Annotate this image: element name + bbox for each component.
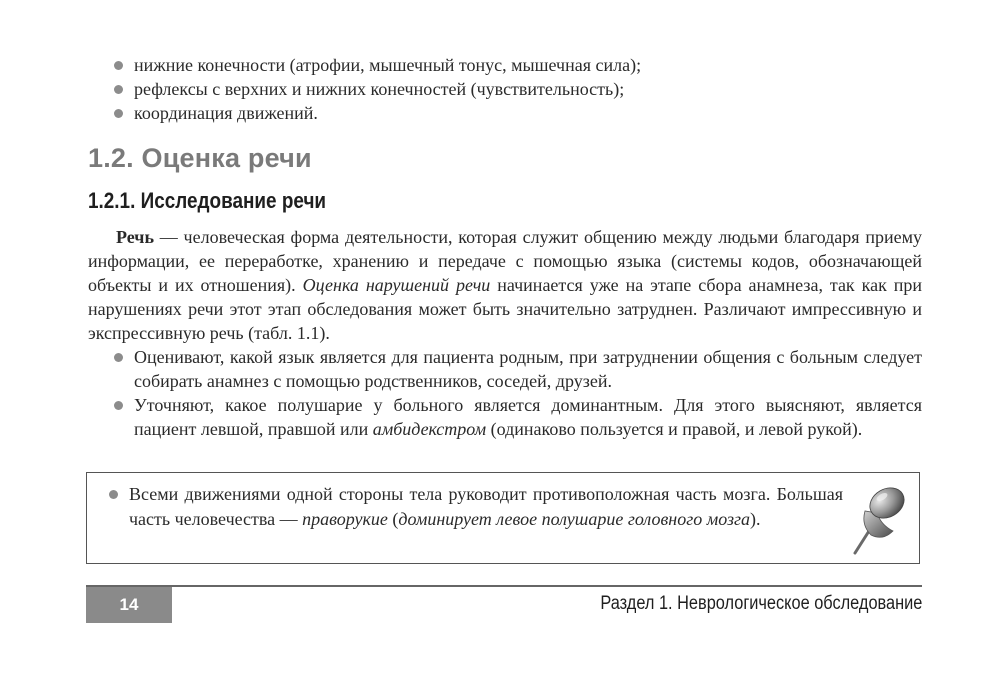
term-speech: Речь: [116, 227, 154, 247]
note-box: [86, 472, 920, 564]
note-italic-1: праворукие: [302, 509, 388, 529]
list-item: [106, 393, 922, 441]
note-text: (: [387, 509, 399, 529]
body-paragraph: [88, 225, 922, 345]
note-list: [101, 482, 843, 532]
bullet-icon: [109, 490, 118, 499]
italic-phrase: Оценка нарушений речи: [302, 275, 491, 295]
section-heading: 1.2. Оценка речи: [88, 143, 312, 173]
subsection-heading: 1.2.1. Исследование речи: [88, 188, 327, 213]
list-item-text: нижние конечности (атрофии, мышечный тонус, мышечная сила);: [134, 55, 642, 75]
ambidexter-term: амбидекстром: [372, 419, 487, 439]
bullet-icon: [114, 85, 123, 94]
top-bullet-list: [106, 53, 926, 125]
list-item-text: координация движений.: [134, 103, 318, 123]
note-italic-2: доминирует левое полушарие головного мозга: [398, 509, 751, 529]
bullet-icon: [114, 401, 123, 410]
note-text: Всеми движениями одной стороны тела руководит противоположная часть мозга. Большая часть человечества —: [129, 484, 843, 529]
list-item-text: (одинаково пользуется и правой, и левой рукой).: [486, 419, 863, 439]
pushpin-icon: [847, 481, 911, 557]
paragraph-text-2: начинается уже на этапе сбора анамнеза, так как при нарушениях речи этот этап обследования может быть значительно затруднен. Различают импрессивную и экспрессивную речь (табл. 1.1).: [88, 275, 922, 343]
page-number: [86, 587, 172, 623]
bullet-icon: [114, 61, 123, 70]
note-text: ).: [750, 509, 761, 529]
lower-bullet-list: [106, 345, 922, 441]
running-footer-title: Раздел 1. Неврологическое обследование: [600, 593, 922, 614]
paragraph-text-1: — человеческая форма деятельности, которая служит общению между людьми благодаря приему информации, ее переработке, хранению и передаче с помощью языка (системы кодов, обозначающей объекты и их отношения).: [88, 227, 922, 295]
list-item-text: Оценивают, какой язык является для пациента родным, при затруднении общения с больным следует собирать анамнез с помощью родственников, соседей, друзей.: [134, 347, 922, 391]
bullet-icon: [114, 353, 123, 362]
footer-rule: [86, 585, 922, 587]
page-number-text: 14: [119, 595, 139, 614]
list-item: [106, 345, 922, 393]
list-item: [106, 77, 926, 101]
bullet-icon: [114, 109, 123, 118]
list-item: [106, 101, 926, 125]
list-item-text: Уточняют, какое полушарие у больного является доминантным. Для этого выясняют, является пациент левшой, правшой или: [134, 395, 922, 439]
list-item-text: рефлексы с верхних и нижних конечностей (чувствительность);: [134, 79, 625, 99]
list-item: [106, 53, 926, 77]
note-item: [101, 482, 843, 532]
